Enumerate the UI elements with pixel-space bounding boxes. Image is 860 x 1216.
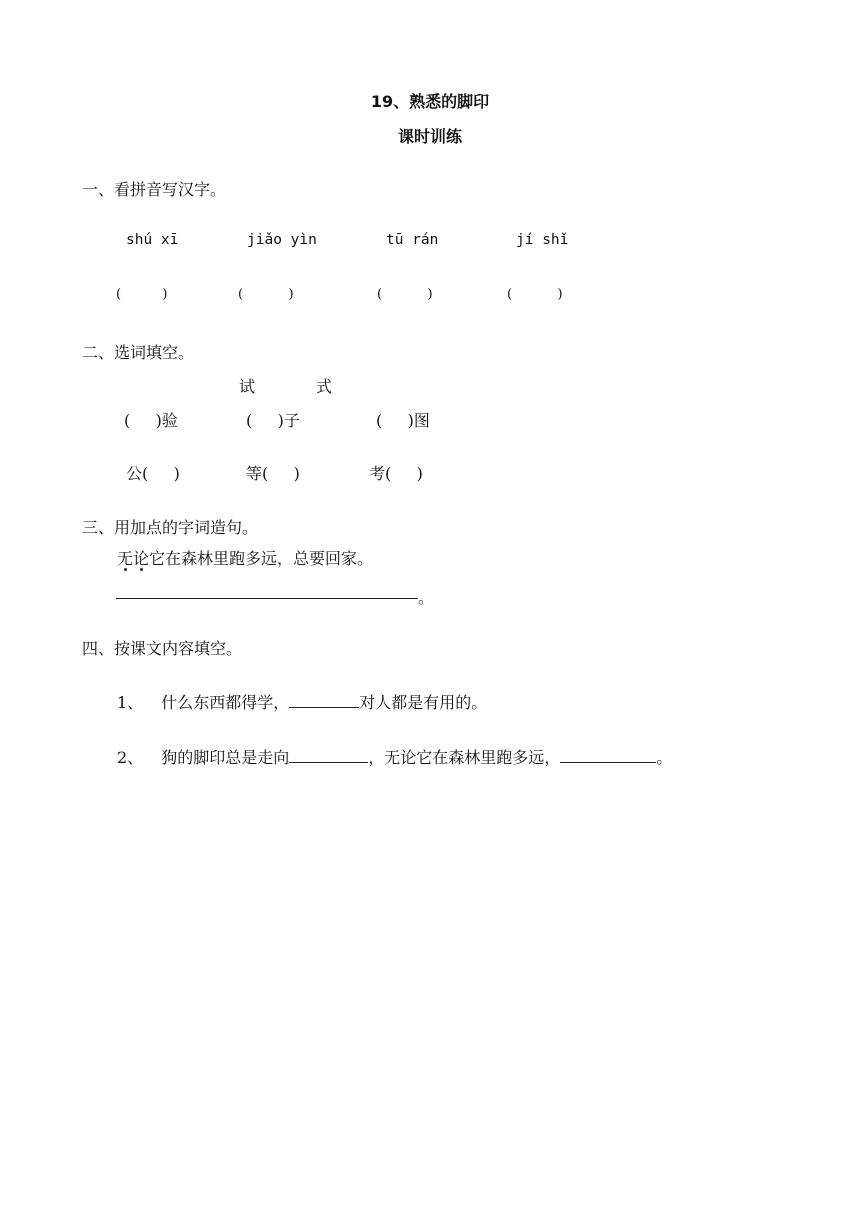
question-2-blank-2[interactable] [560, 748, 656, 763]
pinyin-4: jí shǐ [516, 232, 569, 248]
question-2-text-after: 。 [656, 748, 673, 767]
answer-bracket-3 [377, 287, 433, 302]
section-4-heading: 四、按课文内容填空。 [82, 639, 243, 658]
question-1 [117, 690, 487, 713]
pinyin-2: jiǎo yìn [247, 232, 317, 248]
pinyin-3: tū rán [386, 232, 439, 248]
fill-item-6: 考( ) [369, 464, 423, 483]
bracket-text-2: ( ) [238, 287, 294, 302]
emphasis-dot [140, 568, 143, 571]
fill-item-1: ( )验 [124, 411, 178, 430]
question-2-blank-1[interactable] [289, 748, 368, 763]
emphasis-dot [124, 568, 127, 571]
fill-item-5: 等( ) [246, 464, 300, 483]
fill-item-3: ( )图 [376, 411, 430, 430]
word-option-2: 式 [316, 377, 333, 396]
answer-bracket-1 [116, 287, 167, 302]
question-2-text-middle: ，无论它在森林里跑多远， [368, 748, 561, 767]
question-1-blank[interactable] [289, 693, 359, 708]
section-1-heading: 一、看拼音写汉字。 [82, 180, 227, 199]
question-1-number: 1、 [117, 693, 144, 712]
bracket-text-3: ( ) [377, 287, 433, 302]
sentence-end-mark: 。 [418, 588, 435, 607]
question-2-text-before: 狗的脚印总是走向 [161, 748, 290, 767]
answer-bracket-2 [238, 287, 294, 302]
bracket-text-4: ( ) [507, 287, 563, 302]
section-2-heading: 二、选词填空。 [82, 343, 195, 362]
sentence-answer-line[interactable] [116, 598, 418, 599]
question-2 [117, 745, 672, 768]
word-option-1: 试 [239, 377, 256, 396]
section-3-heading: 三、用加点的字词造句。 [82, 518, 259, 537]
bracket-text-1: ( ) [116, 287, 168, 302]
question-1-text-before: 什么东西都得学， [161, 693, 290, 712]
question-1-text-after: 对人都是有用的。 [359, 693, 488, 712]
pinyin-1: shú xī [126, 232, 179, 248]
question-2-number: 2、 [117, 748, 144, 767]
page-subtitle: 课时训练 [397, 127, 462, 146]
answer-bracket-4 [507, 287, 563, 302]
fill-item-2: ( )子 [246, 411, 300, 430]
example-sentence: 无论它在森林里跑多远，总要回家。 [117, 549, 374, 568]
fill-item-4: 公( ) [126, 464, 180, 483]
page-title: 19、熟悉的脚印 [370, 92, 490, 111]
